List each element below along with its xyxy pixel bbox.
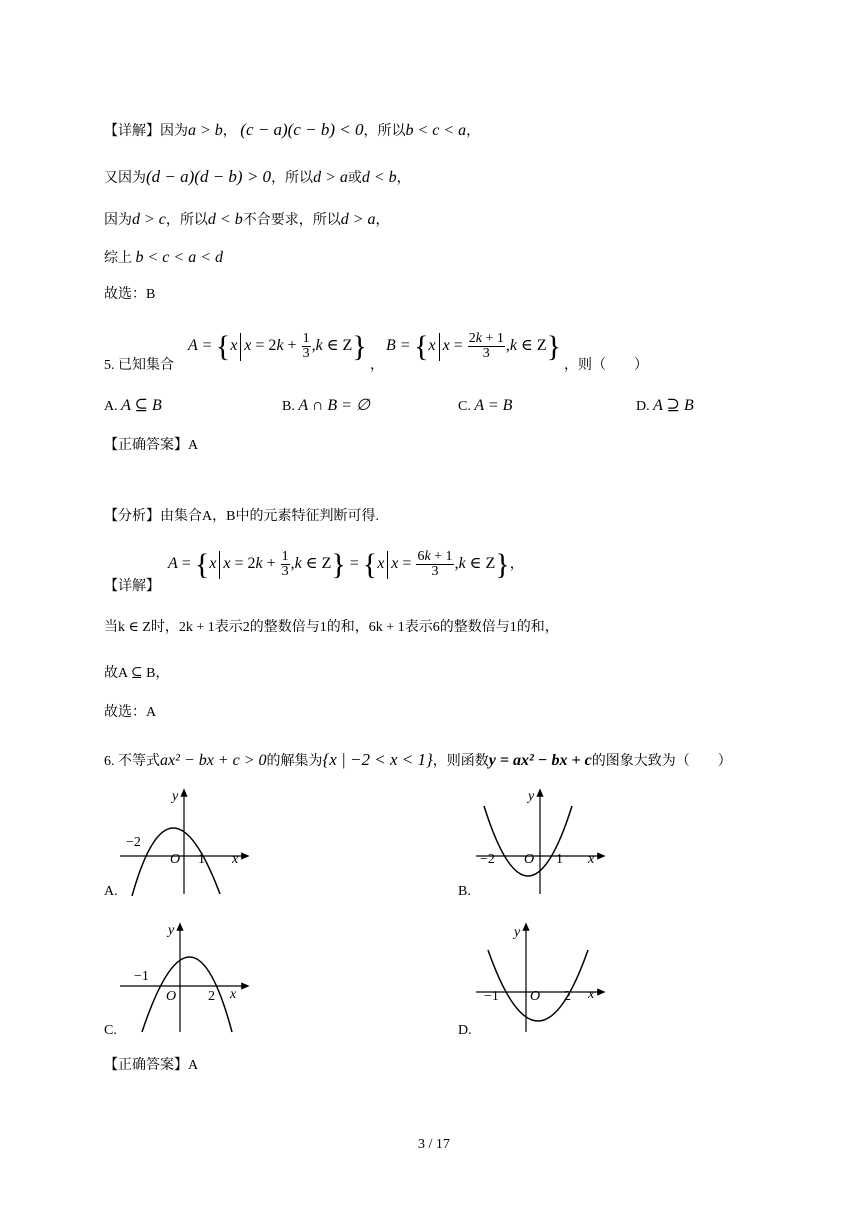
y-label: y <box>168 923 175 938</box>
origin-label: O <box>170 852 181 867</box>
correct-answer-6: 【正确答案】A <box>104 1058 199 1073</box>
origin-label: O <box>530 989 541 1004</box>
y-label: y <box>172 789 179 804</box>
correct-answer-5: 【正确答案】A <box>104 438 199 453</box>
parabola <box>488 950 588 1021</box>
x-label: x <box>232 852 239 867</box>
option-a[interactable]: A. A ⊆ B <box>104 397 162 414</box>
root-left-label: −1 <box>484 989 499 1004</box>
graph-c[interactable] <box>120 922 250 1034</box>
set-a-definition: A = {x x = 2k + $\frac{1}{3}$ ,k ∈ Z} <box>188 330 367 363</box>
option-b[interactable]: B. A ∩ B = ∅ <box>282 397 370 414</box>
parabola <box>142 957 232 1032</box>
graph-b[interactable] <box>476 786 606 896</box>
answer-line: 故选：B <box>104 287 156 302</box>
answer-5: 故选：A <box>104 705 157 720</box>
question-5-tail: ，则（ ） <box>564 358 648 373</box>
option-d[interactable]: D. A ⊇ B <box>636 397 694 414</box>
graph-a[interactable] <box>120 786 250 896</box>
graph-d[interactable] <box>476 922 606 1034</box>
detail-line-4: 综上 b < c < a < d <box>104 249 223 266</box>
detail-line-2: 又因为(d − a)(d − b) > 0，所以d > a或d < b， <box>104 167 411 186</box>
question-5-number: 5. 已知集合 <box>104 358 174 373</box>
origin-label: O <box>524 852 535 867</box>
root-right-label: 2 <box>564 989 571 1004</box>
comma-1: ， <box>370 358 384 373</box>
detail-5-set-equation: A = {x x = 2k + $\frac{1}{3}$ ,k ∈ Z} = {x x = $\frac{6k + 1}{3}$ ,k ∈ Z}， <box>168 548 524 581</box>
detail-5-line-2: 当k ∈ Z时，2k + 1表示2的整数倍与1的和，6k + 1表示6的整数倍与1的和， <box>104 620 559 635</box>
detail-tag: 【详解】 <box>104 124 160 139</box>
x-label: x <box>588 987 595 1002</box>
graph-b-label: B. <box>458 884 471 899</box>
page-number: 3 / 17 <box>418 1137 450 1152</box>
x-label: x <box>588 852 595 867</box>
graph-d-label: D. <box>458 1023 472 1038</box>
detail-5-tag: 【详解】 <box>104 579 160 594</box>
graph-c-label: C. <box>104 1023 117 1038</box>
detail-5-line-3: 故A ⊆ B， <box>104 666 170 681</box>
option-c[interactable]: C. A = B <box>458 397 513 414</box>
origin-label: O <box>166 989 177 1004</box>
root-left-label: −1 <box>134 969 149 984</box>
set-b-definition: B = {x x = $\frac{2k + 1}{3}$ ,k ∈ Z} <box>386 330 561 363</box>
detail-line-3: 因为d > c，所以d < b不合要求，所以d > a， <box>104 211 390 228</box>
x-label: x <box>230 987 237 1002</box>
root-right-label: 2 <box>208 989 215 1004</box>
graph-a-label: A. <box>104 884 118 899</box>
detail-line-1: 【详解】因为a > b， (c − a)(c − b) < 0，所以b < c < a， <box>104 120 481 139</box>
root-right-label: 1 <box>556 852 563 867</box>
root-right-label: 1 <box>198 852 205 867</box>
root-left-label: −2 <box>480 852 495 867</box>
y-label: y <box>528 789 535 804</box>
analysis-5: 【分析】由集合A，B中的元素特征判断可得. <box>104 509 379 524</box>
y-label: y <box>514 925 521 940</box>
question-6-stem: 6. 不等式ax² − bx + c > 0的解集为{x | −2 < x < 1}，则函数y = ax² − bx + c的图象大致为（ ） <box>104 750 732 769</box>
root-left-label: −2 <box>126 835 141 850</box>
